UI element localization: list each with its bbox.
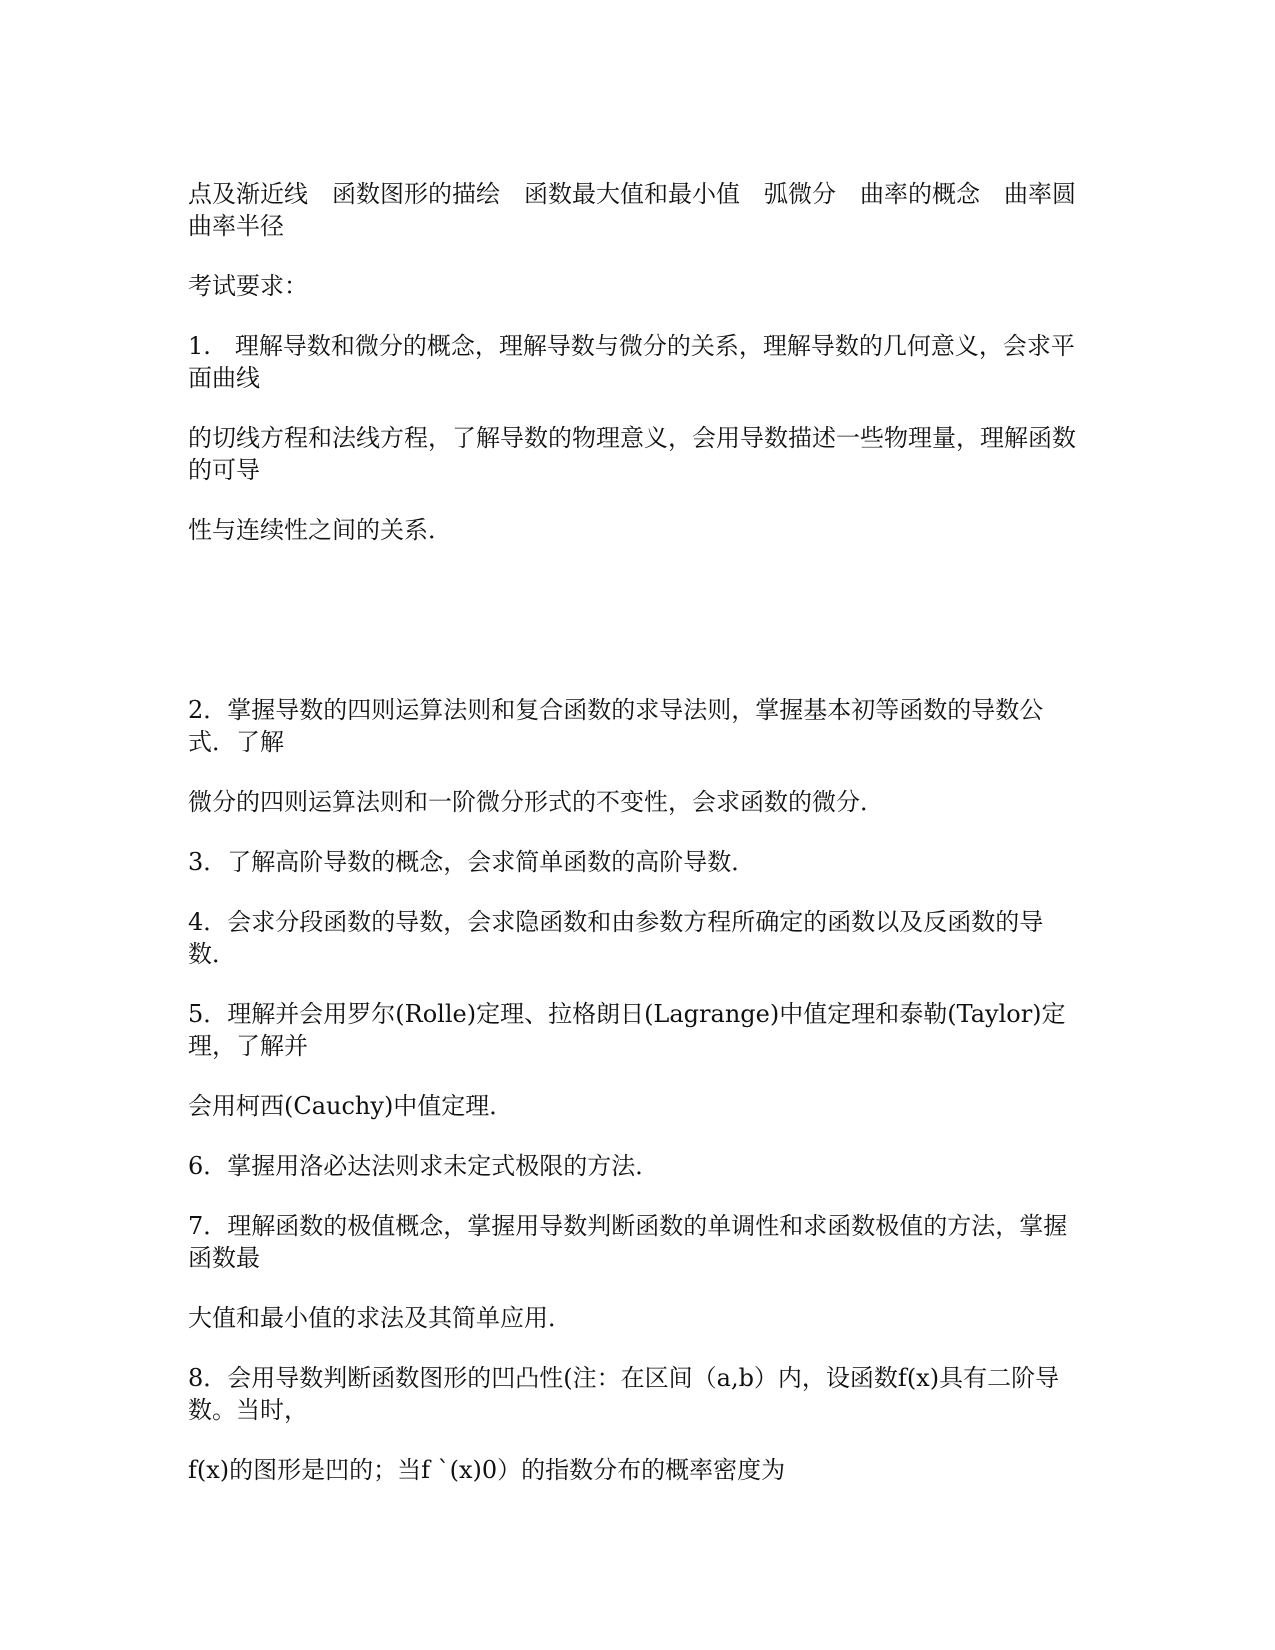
blank-spacer bbox=[188, 574, 1088, 694]
paragraph-requirement-6: 6．掌握用洛必达法则求未定式极限的方法． bbox=[188, 1152, 660, 1180]
paragraph-requirement-4: 4．会求分段函数的导数，会求隐函数和由参数方程所确定的函数以及反函数的导数． bbox=[188, 908, 1044, 968]
paragraph-requirement-5b: 会用柯西(Cauchy)中值定理． bbox=[188, 1092, 514, 1120]
paragraph-requirement-8b: f(x)的图形是凹的；当f `(x)0）的指数分布的概率密度为 bbox=[188, 1456, 786, 1484]
paragraph-requirement-5a: 5．理解并会用罗尔(Rolle)定理、拉格朗日(Lagrange)中值定理和泰勒(Taylor)定理，了解并 bbox=[188, 1000, 1066, 1060]
paragraph-requirement-3: 3．了解高阶导数的概念，会求简单函数的高阶导数． bbox=[188, 848, 756, 876]
paragraph-requirement-1c: 性与连续性之间的关系． bbox=[188, 516, 452, 544]
paragraph-requirement-7a: 7．理解函数的极值概念，掌握用导数判断函数的单调性和求函数极值的方法，掌握函数最 bbox=[188, 1212, 1068, 1272]
paragraph-requirement-8a: 8．会用导数判断函数图形的凹凸性(注：在区间（a,b）内，设函数f(x)具有二阶导数。当时， bbox=[188, 1364, 1060, 1424]
paragraph-topics: 点及渐近线 函数图形的描绘 函数最大值和最小值 弧微分 曲率的概念 曲率圆 曲率半径 bbox=[188, 180, 1100, 240]
paragraph-requirement-2b: 微分的四则运算法则和一阶微分形式的不变性，会求函数的微分． bbox=[188, 788, 884, 816]
paragraph-requirement-2a: 2．掌握导数的四则运算法则和复合函数的求导法则，掌握基本初等函数的导数公式．了解 bbox=[188, 696, 1044, 756]
document-body bbox=[188, 178, 1100, 1514]
paragraph-requirement-1a: 1. 理解导数和微分的概念，理解导数与微分的关系，理解导数的几何意义，会求平面曲线 bbox=[188, 332, 1075, 392]
paragraph-requirement-7b: 大值和最小值的求法及其简单应用． bbox=[188, 1304, 572, 1332]
paragraph-exam-requirements-heading: 考试要求： bbox=[188, 272, 308, 300]
paragraph-requirement-1b: 的切线方程和法线方程，了解导数的物理意义，会用导数描述一些物理量，理解函数的可导 bbox=[188, 424, 1076, 484]
